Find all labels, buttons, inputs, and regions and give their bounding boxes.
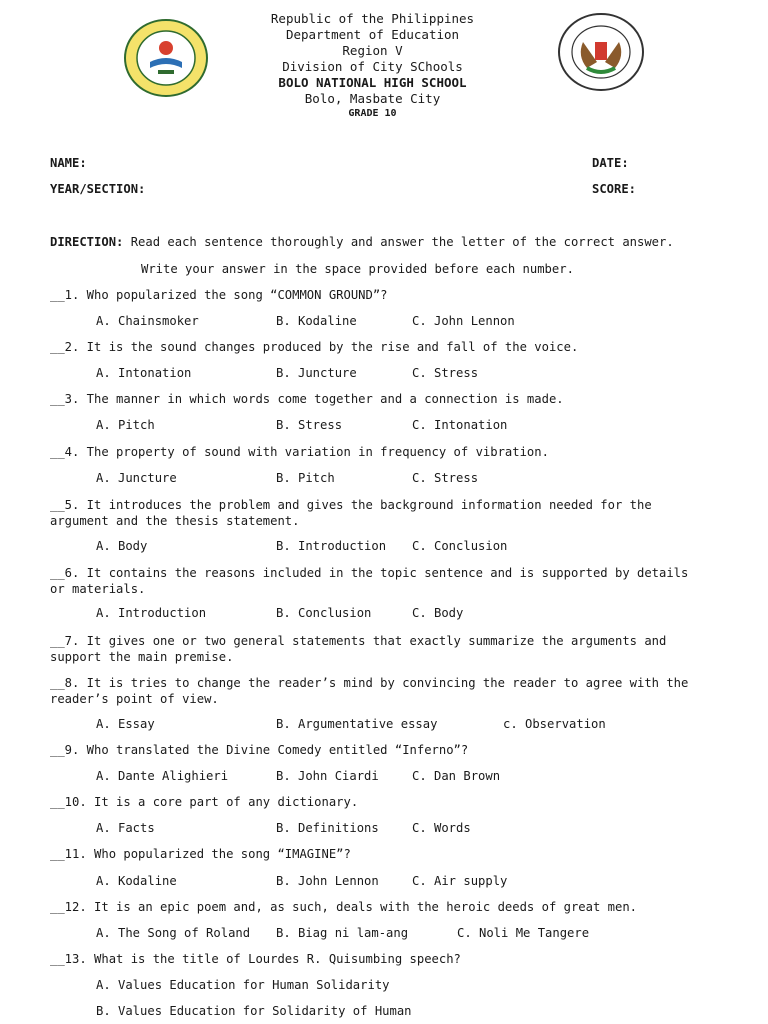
q2-option-c: C. Stress xyxy=(412,366,479,380)
q12-option-c: C. Noli Me Tangere xyxy=(457,926,590,940)
header-division: Division of City SChools xyxy=(282,59,463,74)
q13-option-a: A. Values Education for Human Solidarity xyxy=(96,978,390,992)
question-11: __11. Who popularized the song “IMAGINE”? xyxy=(50,847,351,861)
q8-option-b: B. Argumentative essay xyxy=(276,717,438,731)
question-8: __8. It is tries to change the reader’s mind by convincing the reader to agree with the reader’s point of view. xyxy=(50,676,689,706)
q8-option-c: c. Observation xyxy=(503,717,606,731)
q9-option-a: A. Dante Alighieri xyxy=(96,769,229,783)
question-5: __5. It introduces the problem and gives the background information needed for the argument and the thesis statement. xyxy=(50,498,652,528)
name-field-label: NAME: xyxy=(50,156,87,170)
q10-option-b: B. Definitions xyxy=(276,821,379,835)
header-department: Department of Education xyxy=(285,27,460,42)
question-2: __2. It is the sound changes produced by the rise and fall of the voice. xyxy=(50,340,579,354)
q11-option-a: A. Kodaline xyxy=(96,874,177,888)
q1-option-b: B. Kodaline xyxy=(276,314,357,328)
q4-option-a: A. Juncture xyxy=(96,471,177,485)
header-republic: Republic of the Philippines xyxy=(270,11,475,26)
header-address: Bolo, Masbate City xyxy=(304,91,441,106)
q11-option-c: C. Air supply xyxy=(412,874,508,888)
date-field-label: DATE: xyxy=(592,156,629,170)
direction-text: Read each sentence thoroughly and answer the letter of the correct answer. xyxy=(130,235,674,249)
q5-option-b: B. Introduction xyxy=(276,539,387,553)
q12-option-b: B. Biag ni lam-ang xyxy=(276,926,409,940)
q4-option-c: C. Stress xyxy=(412,471,479,485)
q11-option-b: B. John Lennon xyxy=(276,874,379,888)
direction xyxy=(50,235,674,249)
q9-option-c: C. Dan Brown xyxy=(412,769,501,783)
q6-option-b: B. Conclusion xyxy=(276,606,372,620)
q1-option-c: C. John Lennon xyxy=(412,314,515,328)
direction-label: DIRECTION: xyxy=(50,235,124,249)
question-3: __3. The manner in which words come together and a connection is made. xyxy=(50,392,564,406)
question-1: __1. Who popularized the song “COMMON GROUND”? xyxy=(50,288,388,302)
q12-option-a: A. The Song of Roland xyxy=(96,926,251,940)
q5-option-a: A. Body xyxy=(96,539,148,553)
question-4: __4. The property of sound with variation in frequency of vibration. xyxy=(50,445,549,459)
q6-option-a: A. Introduction xyxy=(96,606,207,620)
header-grade: GRADE 10 xyxy=(348,108,397,119)
question-6: __6. It contains the reasons included in the topic sentence and is supported by details or materials. xyxy=(50,566,689,596)
question-12: __12. It is an epic poem and, as such, deals with the heroic deeds of great men. xyxy=(50,900,637,914)
q9-option-b: B. John Ciardi xyxy=(276,769,379,783)
question-7: __7. It gives one or two general statements that exactly summarize the arguments and support the main premise. xyxy=(50,634,667,664)
q1-option-a: A. Chainsmoker xyxy=(96,314,199,328)
year-section-field-label: YEAR/SECTION: xyxy=(50,182,146,196)
q2-option-b: B. Juncture xyxy=(276,366,357,380)
q5-option-c: C. Conclusion xyxy=(412,539,508,553)
q2-option-a: A. Intonation xyxy=(96,366,192,380)
q10-option-a: A. Facts xyxy=(96,821,155,835)
header-school-name: BOLO NATIONAL HIGH SCHOOL xyxy=(278,75,467,90)
q13-option-b: B. Values Education for Solidarity of Human xyxy=(96,1004,412,1018)
question-9: __9. Who translated the Divine Comedy entitled “Inferno”? xyxy=(50,743,469,757)
q6-option-c: C. Body xyxy=(412,606,464,620)
q3-option-b: B. Stress xyxy=(276,418,343,432)
q10-option-c: C. Words xyxy=(412,821,471,835)
q8-option-a: A. Essay xyxy=(96,717,155,731)
q3-option-c: C. Intonation xyxy=(412,418,508,432)
question-10: __10. It is a core part of any dictionary. xyxy=(50,795,359,809)
q4-option-b: B. Pitch xyxy=(276,471,335,485)
question-13: __13. What is the title of Lourdes R. Quisumbing speech? xyxy=(50,952,461,966)
direction-line2: Write your answer in the space provided before each number. xyxy=(141,262,574,276)
header-region: Region V xyxy=(342,43,403,58)
q3-option-a: A. Pitch xyxy=(96,418,155,432)
score-field-label: SCORE: xyxy=(592,182,637,196)
